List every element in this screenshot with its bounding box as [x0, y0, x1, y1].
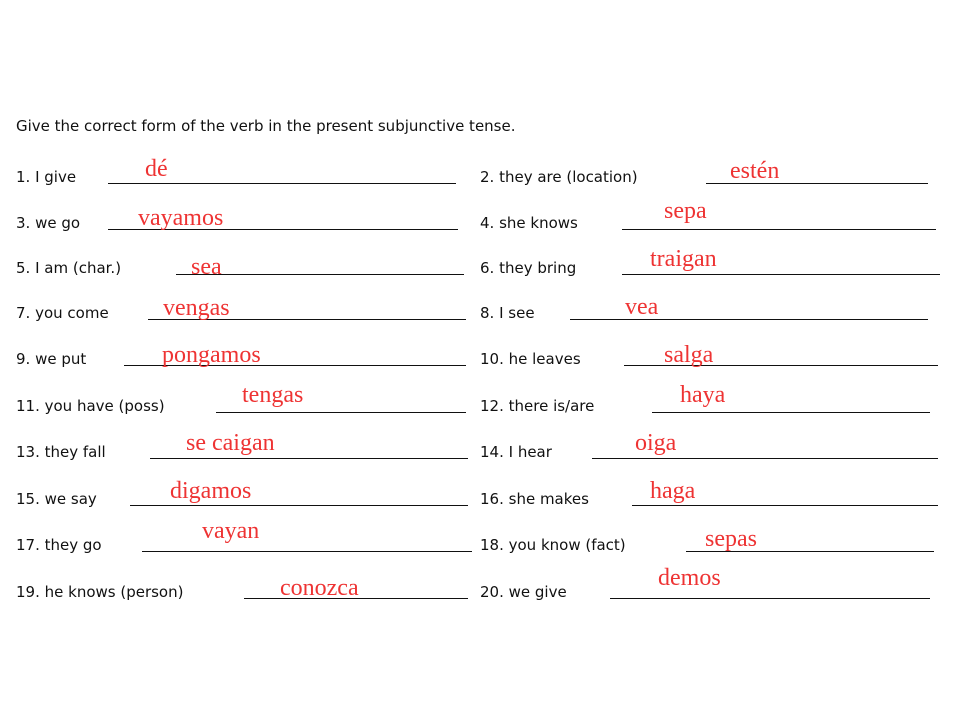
exercise-prompt: 20. we give	[480, 583, 567, 601]
exercise-item-5	[16, 255, 464, 277]
answer-text: digamos	[170, 478, 252, 504]
answer-text: se caigan	[186, 430, 275, 456]
answer-text: vea	[625, 294, 659, 320]
exercise-item-14	[480, 439, 938, 461]
answer-text: haga	[650, 478, 696, 504]
exercise-item-19	[16, 579, 468, 601]
exercise-prompt: 5. I am (char.)	[16, 259, 122, 277]
exercise-prompt: 12. there is/are	[480, 397, 595, 415]
exercise-prompt: 15. we say	[16, 490, 97, 508]
exercise-prompt: 1. I give	[16, 168, 77, 186]
instructions: Give the correct form of the verb in the present subjunctive tense.	[16, 117, 516, 135]
answer-blank	[142, 551, 472, 552]
exercise-prompt: 19. he knows (person)	[16, 583, 184, 601]
answer-text: salga	[664, 342, 714, 368]
answer-blank	[570, 319, 928, 320]
answer-text: tengas	[242, 382, 304, 408]
exercise-prompt: 17. they go	[16, 536, 102, 554]
answer-text: conozca	[280, 575, 359, 601]
answer-blank	[622, 229, 936, 230]
answer-text: sepas	[705, 526, 757, 552]
exercise-prompt: 7. you come	[16, 304, 109, 322]
exercise-prompt: 2. they are (location)	[480, 168, 638, 186]
answer-blank	[592, 458, 938, 459]
answer-blank	[216, 412, 466, 413]
exercise-item-11	[16, 393, 466, 415]
exercise-item-3	[16, 210, 458, 232]
exercise-item-8	[480, 300, 928, 322]
answer-blank	[150, 458, 468, 459]
answer-text: pongamos	[162, 342, 261, 368]
answer-blank	[622, 274, 940, 275]
answer-text: vengas	[163, 295, 230, 321]
exercise-prompt: 11. you have (poss)	[16, 397, 165, 415]
answer-blank	[652, 412, 930, 413]
answer-text: sepa	[664, 198, 707, 224]
answer-blank	[632, 505, 938, 506]
exercise-prompt: 6. they bring	[480, 259, 577, 277]
answer-blank	[130, 505, 468, 506]
exercise-item-2	[480, 164, 928, 186]
answer-text: traigan	[650, 246, 717, 272]
exercise-prompt: 3. we go	[16, 214, 81, 232]
exercise-item-16	[480, 486, 938, 508]
answer-text: demos	[658, 565, 721, 591]
exercise-prompt: 13. they fall	[16, 443, 106, 461]
exercise-prompt: 18. you know (fact)	[480, 536, 626, 554]
exercise-prompt: 10. he leaves	[480, 350, 581, 368]
answer-text: haya	[680, 382, 726, 408]
answer-blank	[610, 598, 930, 599]
answer-blank	[108, 183, 456, 184]
answer-text: dé	[145, 156, 168, 182]
exercise-prompt: 14. I hear	[480, 443, 552, 461]
answer-text: vayan	[202, 518, 260, 544]
exercise-item-1	[16, 164, 456, 186]
answer-text: sea	[191, 254, 222, 280]
exercise-prompt: 4. she knows	[480, 214, 578, 232]
answer-text: estén	[730, 158, 780, 184]
exercise-prompt: 8. I see	[480, 304, 535, 322]
exercise-item-4	[480, 210, 936, 232]
exercise-prompt: 9. we put	[16, 350, 87, 368]
exercise-item-7	[16, 300, 466, 322]
exercise-prompt: 16. she makes	[480, 490, 589, 508]
answer-text: vayamos	[138, 205, 224, 231]
answer-text: oiga	[635, 430, 677, 456]
